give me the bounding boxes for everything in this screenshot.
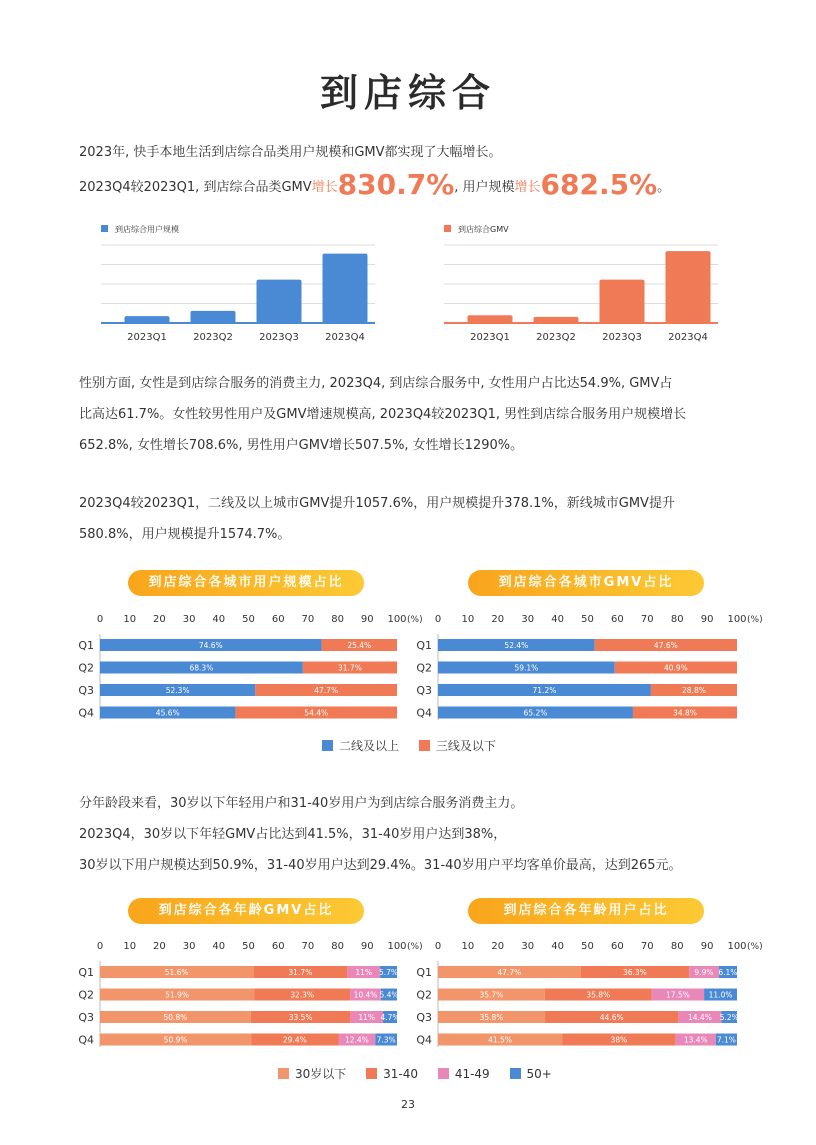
x-tick-label: 80 — [670, 941, 684, 952]
x-tick-label: 40 — [551, 941, 564, 952]
bar — [323, 254, 368, 323]
data-label: 17.5% — [666, 990, 690, 1000]
x-tick-label: 20 — [491, 941, 505, 952]
x-tick-label: 70 — [301, 614, 315, 625]
x-tick-label: 60 — [611, 941, 624, 952]
y-tick-label: Q2 — [416, 988, 432, 1002]
x-tick-label: 0 — [96, 941, 104, 952]
legend-label: 30岁以下 — [295, 1067, 347, 1081]
data-label: 50.8% — [163, 1013, 188, 1022]
y-tick-label: Q1 — [416, 966, 432, 979]
legend-label: 31-40 — [383, 1067, 418, 1081]
data-label: 12.4% — [344, 1035, 369, 1045]
data-label: 31.7% — [338, 663, 362, 673]
x-tick-label: 2023Q2 — [193, 332, 233, 343]
data-label: 38% — [610, 1035, 628, 1045]
legend-item-tier2 — [322, 739, 399, 753]
legend-label: 41-49 — [454, 1067, 490, 1081]
data-label: 52.3% — [165, 686, 190, 695]
legend-swatch-orange — [419, 740, 430, 751]
x-tick-label: 100 — [727, 941, 747, 952]
gender-line-1: 性别方面, 女性是到店综合服务的消费主力, 2023Q4, 到店综合服务中, 女性用户占比达54.9%, GMV占 — [79, 376, 673, 391]
legend-item-tier3 — [419, 739, 496, 753]
x-tick-label: 2023Q3 — [602, 332, 642, 343]
age-gmv-chart-title: 到店综合各年龄GMV占比 — [128, 898, 364, 924]
data-label: 74.6% — [198, 641, 223, 650]
data-label: 71.2% — [532, 686, 557, 695]
y-tick-label: Q2 — [416, 661, 432, 675]
x-tick-label: 60 — [271, 614, 285, 625]
x-tick-label: 50 — [581, 941, 594, 952]
legend-item-under30 — [278, 1067, 346, 1081]
x-tick-label: 0 — [434, 941, 442, 952]
x-tick-label: 20 — [491, 614, 505, 625]
data-label: 65.2% — [523, 708, 548, 718]
x-tick-label: 2023Q4 — [325, 332, 365, 343]
x-tick-label: 80 — [670, 614, 684, 625]
intro-line-1: 2023年, 快手本地生活到店综合品类用户规模和GMV都实现了大幅增长。 — [79, 145, 502, 160]
x-tick-label: 20 — [153, 941, 166, 952]
x-tick-label: 2023Q3 — [259, 332, 299, 343]
y-tick-label: Q4 — [416, 706, 432, 720]
bar — [468, 315, 513, 323]
age-users-chart-title: 到店综合各年龄用户占比 — [468, 898, 704, 924]
legend-swatch — [366, 1068, 377, 1079]
x-tick-label: 10 — [461, 614, 475, 625]
city-gmv-chart-title: 到店综合各城市GMV占比 — [468, 570, 704, 596]
data-label: 35.7% — [479, 990, 504, 1000]
city-legend — [322, 737, 512, 754]
y-tick-label: Q1 — [78, 639, 94, 652]
x-unit-label: (%) — [407, 942, 423, 952]
legend-label: 到店综合GMV — [458, 225, 509, 234]
data-label: 35.8% — [586, 990, 611, 1000]
x-tick-label: 90 — [360, 941, 374, 952]
legend-swatch-blue — [322, 740, 333, 751]
data-label: 52.4% — [504, 641, 529, 650]
data-label: 59.1% — [514, 663, 539, 673]
legend-swatch — [438, 1068, 449, 1079]
age-legend — [278, 1065, 568, 1082]
legend-item-31-40 — [366, 1067, 418, 1081]
y-tick-label: Q2 — [78, 661, 94, 675]
city-users-chart — [74, 608, 423, 723]
data-label: 34.8% — [673, 708, 697, 718]
x-tick-label: 90 — [700, 941, 714, 952]
data-label: 32.3% — [290, 990, 315, 1000]
data-label: 47.6% — [653, 641, 678, 650]
x-tick-label: 40 — [212, 614, 226, 625]
y-tick-label: Q3 — [78, 684, 94, 697]
x-tick-label: 2023Q2 — [536, 332, 576, 343]
x-tick-label: 70 — [301, 941, 315, 952]
data-label: 5.2% — [719, 1013, 739, 1022]
x-tick-label: 70 — [640, 614, 654, 625]
y-tick-label: Q3 — [416, 684, 432, 697]
data-label: 45.6% — [155, 708, 180, 718]
data-label: 51.9% — [165, 990, 189, 1000]
data-label: 7.1% — [716, 1035, 736, 1045]
y-tick-label: Q3 — [78, 1011, 94, 1024]
data-label: 5.4% — [379, 990, 399, 1000]
city-users-chart-title: 到店综合各城市用户规模占比 — [128, 570, 364, 596]
data-label: 41.5% — [488, 1035, 512, 1045]
x-tick-label: 90 — [360, 614, 374, 625]
x-tick-label: 50 — [242, 941, 255, 952]
gmv-bar-chart — [438, 215, 723, 350]
data-label: 25.4% — [347, 641, 372, 650]
data-label: 29.4% — [282, 1035, 307, 1045]
x-unit-label: (%) — [747, 942, 763, 952]
data-label: 14.4% — [688, 1013, 712, 1022]
x-unit-label: (%) — [407, 615, 423, 625]
bar — [191, 311, 236, 323]
data-label: 11.0% — [708, 990, 733, 1000]
x-tick-label: 30 — [521, 941, 535, 952]
data-label: 44.6% — [599, 1013, 624, 1022]
gender-line-3: 652.8%, 女性增长708.6%, 男性用户GMV增长507.5%, 女性增长1290%。 — [79, 438, 524, 453]
intro-up-2: 增长 — [514, 180, 541, 195]
data-label: 13.4% — [683, 1035, 708, 1045]
data-label: 9.9% — [694, 968, 714, 977]
intro-text-b: , 用户规模 — [454, 180, 515, 195]
bar — [666, 251, 711, 323]
age-gmv-chart — [74, 935, 423, 1050]
data-label: 68.3% — [189, 663, 214, 673]
legend-label: 二线及以上 — [339, 739, 400, 753]
legend-swatch — [278, 1068, 289, 1079]
legend-label: 三线及以下 — [435, 739, 496, 753]
data-label: 40.9% — [663, 663, 688, 673]
x-tick-label: 60 — [611, 614, 624, 625]
data-label: 47.7% — [314, 686, 339, 695]
data-label: 33.5% — [288, 1013, 313, 1022]
data-label: 11% — [358, 1013, 376, 1022]
data-label: 36.3% — [622, 968, 647, 977]
data-label: 7.3% — [376, 1035, 396, 1045]
data-label: 31.7% — [288, 968, 313, 977]
data-label: 28.8% — [682, 686, 706, 695]
x-tick-label: 20 — [153, 614, 166, 625]
x-tick-label: 2023Q4 — [668, 332, 708, 343]
page-title: 到店综合 — [319, 71, 496, 115]
y-tick-label: Q2 — [78, 988, 94, 1002]
legend-label: 50+ — [526, 1067, 552, 1081]
x-tick-label: 2023Q1 — [470, 332, 510, 343]
x-tick-label: 80 — [331, 941, 344, 952]
x-tick-label: 90 — [700, 614, 714, 625]
x-tick-label: 10 — [123, 614, 137, 625]
age-users-chart — [412, 935, 763, 1050]
data-label: 54.4% — [304, 708, 329, 718]
intro-text-c: 。 — [657, 180, 671, 195]
x-unit-label: (%) — [747, 615, 763, 625]
data-label: 47.7% — [497, 968, 522, 977]
x-tick-label: 10 — [461, 941, 475, 952]
data-label: 4.7% — [380, 1013, 400, 1022]
users-bar-chart — [95, 215, 380, 350]
x-tick-label: 2023Q1 — [127, 332, 167, 343]
bar — [600, 280, 645, 323]
city-line-1: 2023Q4较2023Q1，二线及以上城市GMV提升1057.6%，用户规模提升378.1%，新线城市GMV提升 — [79, 496, 675, 511]
legend-item-41-49 — [438, 1067, 490, 1081]
x-tick-label: 30 — [182, 941, 196, 952]
data-label: 50.9% — [163, 1035, 188, 1045]
city-gmv-chart — [412, 608, 763, 723]
x-tick-label: 100 — [727, 614, 747, 625]
legend-label: 到店综合用户规模 — [115, 225, 179, 234]
bar — [125, 316, 170, 323]
user-growth-value: 682.5% — [540, 168, 658, 201]
y-tick-label: Q4 — [416, 1033, 432, 1047]
intro-line-2 — [79, 168, 671, 201]
bar — [257, 280, 302, 323]
x-tick-label: 30 — [521, 614, 535, 625]
x-tick-label: 40 — [212, 941, 226, 952]
data-label: 51.6% — [164, 968, 189, 977]
city-line-2: 580.8%，用户规模提升1574.7%。 — [79, 527, 291, 542]
y-tick-label: Q4 — [78, 1033, 94, 1047]
x-tick-label: 70 — [640, 941, 654, 952]
y-tick-label: Q1 — [78, 966, 94, 979]
x-tick-label: 50 — [242, 614, 255, 625]
legend-item-50plus — [510, 1067, 552, 1081]
data-label: 35.8% — [479, 1013, 504, 1022]
x-tick-label: 40 — [551, 614, 564, 625]
y-tick-label: Q4 — [78, 706, 94, 720]
x-tick-label: 0 — [96, 614, 104, 625]
x-tick-label: 100 — [387, 614, 407, 625]
age-line-1: 分年龄段来看，30岁以下年轻用户和31-40岁用户为到店综合服务消费主力。 — [79, 796, 524, 811]
age-line-2: 2023Q4，30岁以下年轻GMV占比达到41.5%，31-40岁用户达到38%， — [79, 827, 507, 842]
legend-swatch — [444, 225, 451, 232]
gmv-growth-value: 830.7% — [337, 168, 455, 201]
data-label: 10.4% — [353, 990, 378, 1000]
data-label: 6.1% — [718, 968, 738, 977]
legend-swatch — [510, 1068, 521, 1079]
gender-line-2: 比高达61.7%。女性较男性用户及GMV增速规模高, 2023Q4较2023Q1, 男性到店综合服务用户规模增长 — [79, 407, 687, 422]
x-tick-label: 50 — [581, 614, 594, 625]
intro-text-a: 2023Q4较2023Q1, 到店综合品类GMV — [79, 180, 312, 195]
x-tick-label: 80 — [331, 614, 344, 625]
data-label: 11% — [355, 968, 373, 977]
data-label: 5.7% — [379, 968, 399, 977]
intro-up-1: 增长 — [311, 180, 338, 195]
y-tick-label: Q3 — [416, 1011, 432, 1024]
page-number: 23 — [401, 1098, 415, 1111]
y-tick-label: Q1 — [416, 639, 432, 652]
x-tick-label: 30 — [182, 614, 196, 625]
age-line-3: 30岁以下用户规模达到50.9%，31-40岁用户达到29.4%。31-40岁用户平均客单价最高，达到265元。 — [79, 858, 682, 873]
x-tick-label: 100 — [387, 941, 407, 952]
x-tick-label: 60 — [271, 941, 285, 952]
x-tick-label: 0 — [434, 614, 442, 625]
legend-swatch — [101, 225, 108, 232]
x-tick-label: 10 — [123, 941, 137, 952]
